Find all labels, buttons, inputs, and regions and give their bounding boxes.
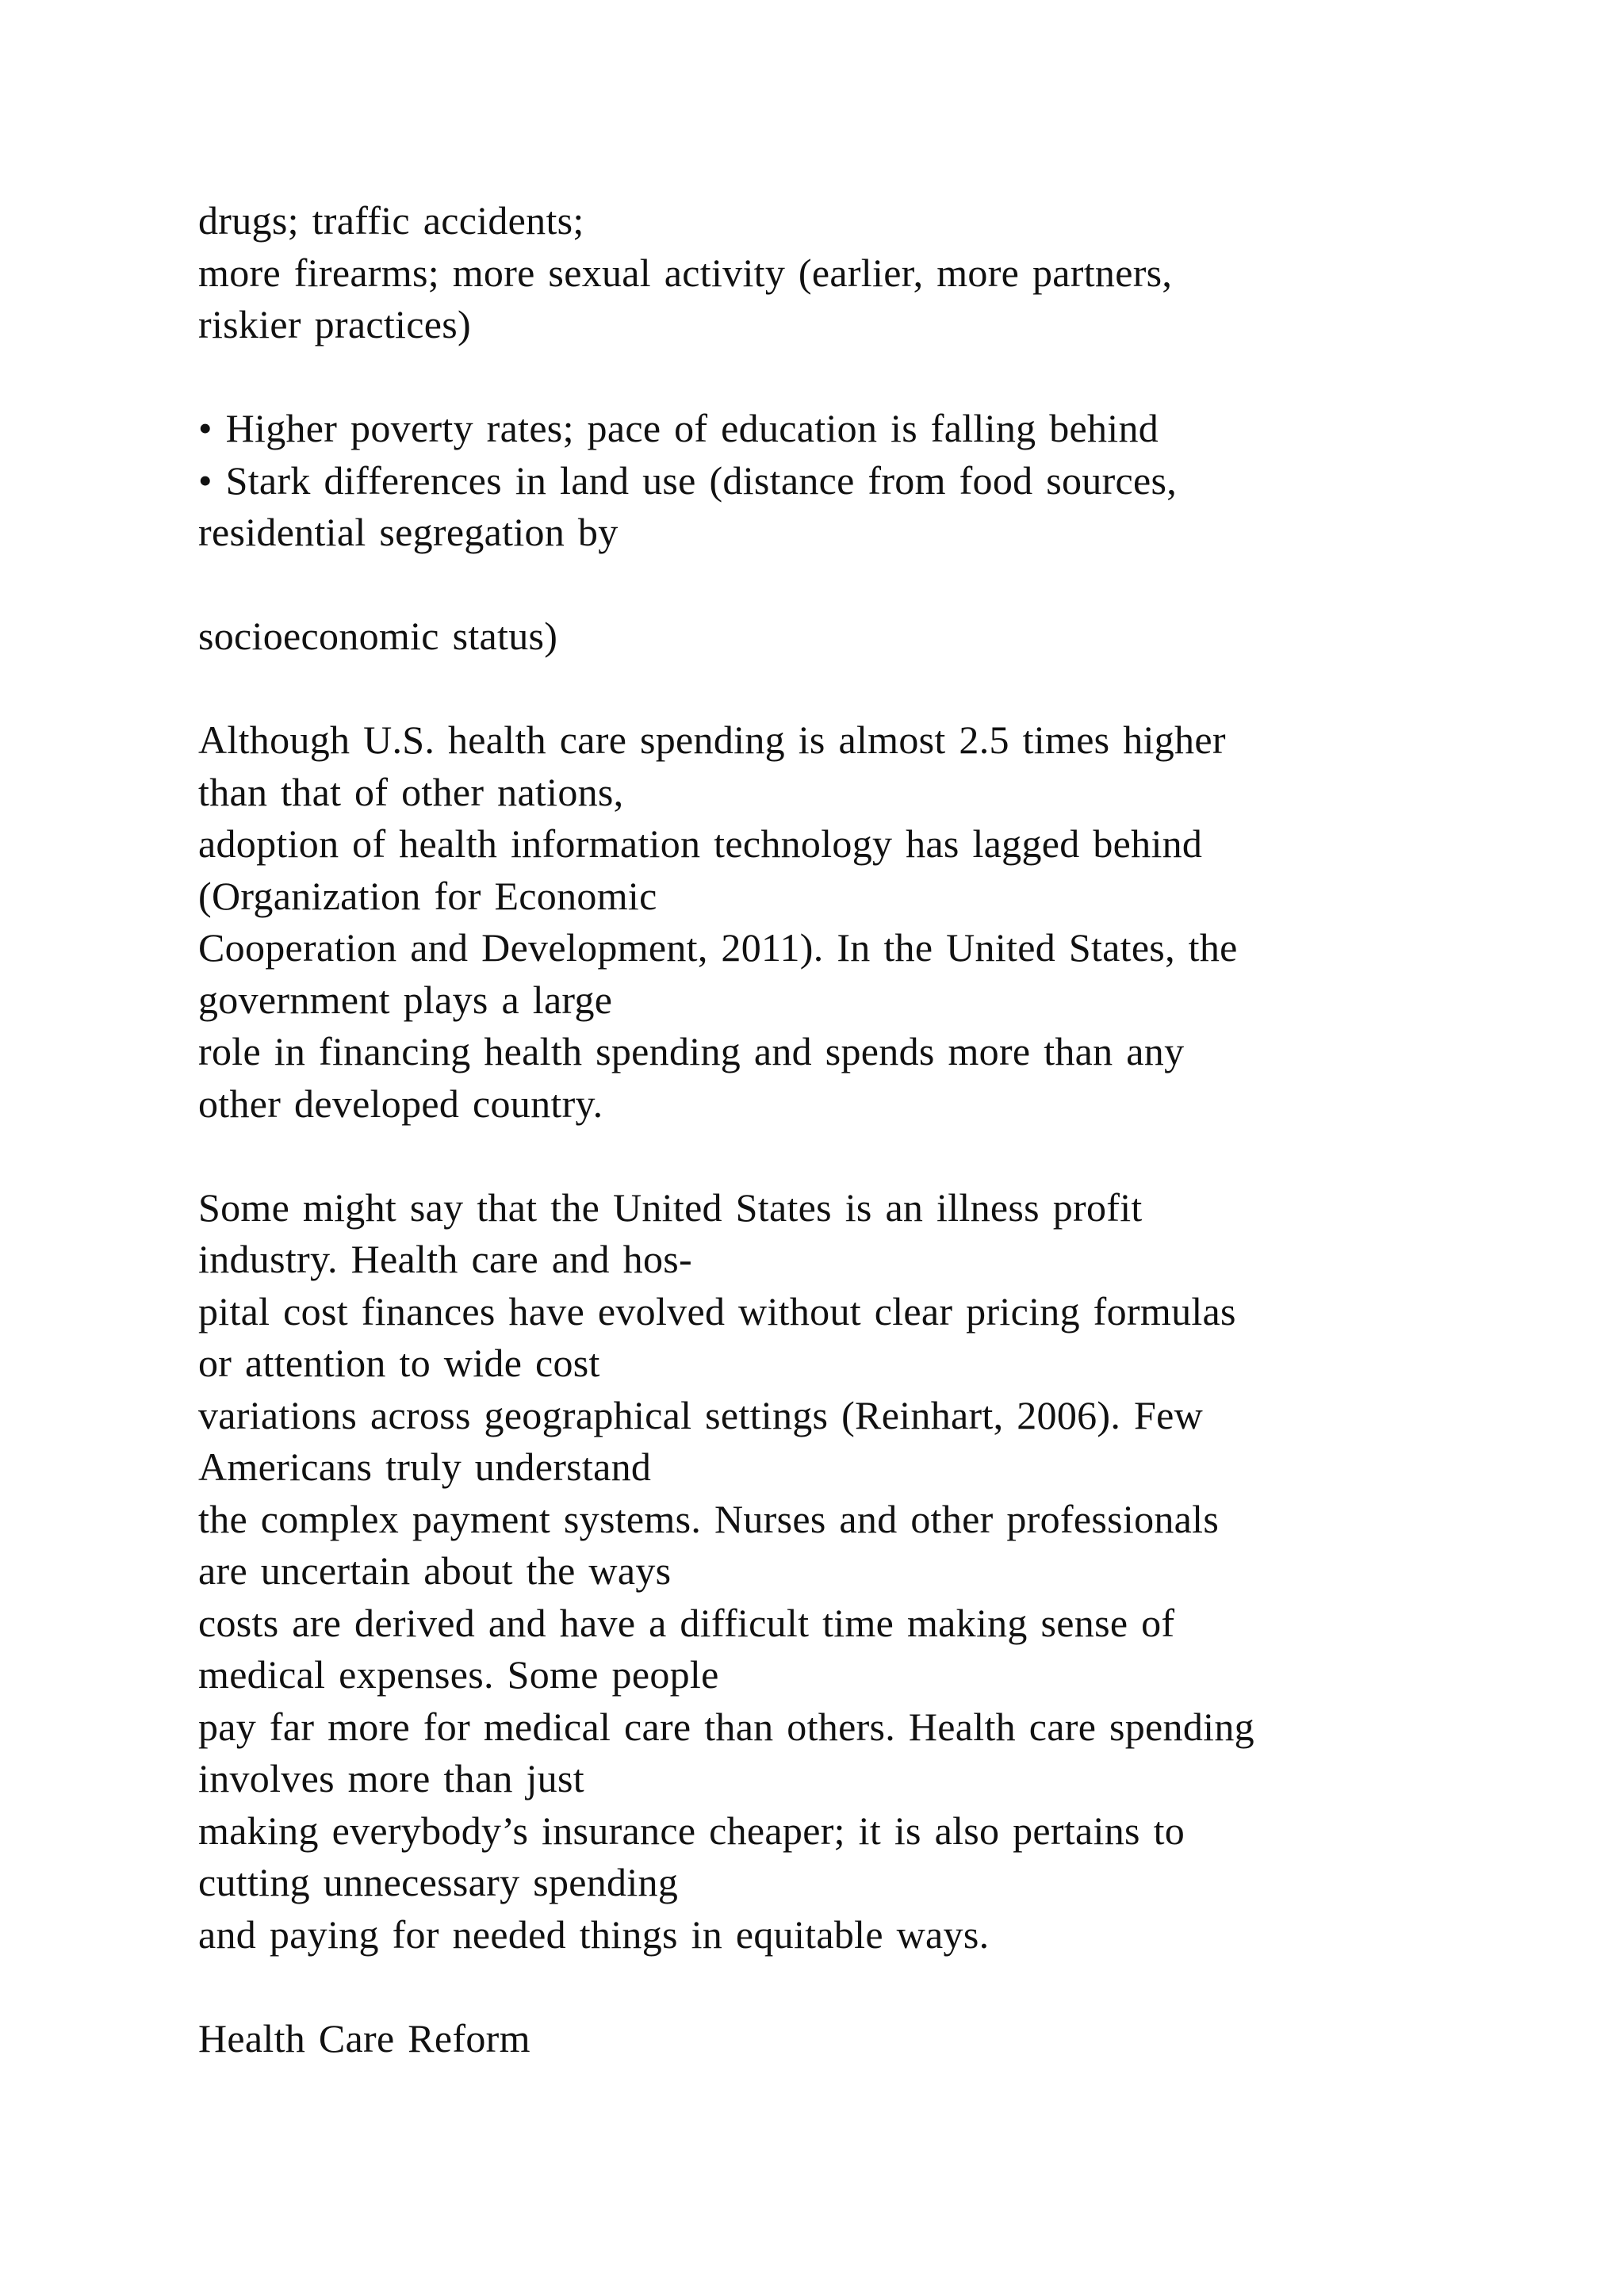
text-line: • Higher poverty rates; pace of education is falling behind [198,406,1159,450]
text-line: the complex payment systems. Nurses and other professionals [198,1496,1220,1541]
text-line: role in financing health spending and spends more than any [198,1029,1185,1073]
blank-line [198,1961,1483,2013]
text-line: involves more than just [198,1756,584,1800]
text-line: adoption of health information technology has lagged behind [198,821,1203,866]
text-line: Although U.S. health care spending is almost 2.5 times higher [198,718,1226,762]
text-line: or attention to wide cost [198,1341,600,1385]
text-line: • Stark differences in land use (distance from food sources, [198,457,1178,503]
text-line: making everybody’s insurance cheaper; it is also pertains to [198,1808,1185,1853]
text-line: residential segregation by [198,510,619,554]
text-line: medical expenses. Some people [198,1652,719,1697]
text-line: other developed country. [198,1081,603,1126]
text-line: Health Care Reform [198,2015,530,2061]
blank-line [198,559,1483,611]
text-line: Americans truly understand [198,1445,652,1489]
blank-line [198,1130,1483,1182]
text-line: are uncertain about the ways [198,1548,672,1593]
text-line: cutting unnecessary spending [198,1860,679,1904]
text-line: and paying for needed things in equitable ways. [198,1911,990,1957]
blank-line [198,663,1483,715]
document-body [198,195,1483,2064]
text-line: riskier practices) [198,302,471,346]
text-line: than that of other nations, [198,769,624,814]
text-line: pay far more for medical care than others. Health care spending [198,1704,1254,1749]
text-line: industry. Health care and hos- [198,1237,692,1281]
text-line: pital cost finances have evolved without clear pricing formulas [198,1288,1236,1334]
text-line: costs are derived and have a difficult time making sense of [198,1600,1175,1645]
text-line: drugs; traffic accidents; [198,198,584,243]
text-line: more firearms; more sexual activity (earlier, more partners, [198,250,1173,295]
text-line: variations across geographical settings (Reinhart, 2006). Few [198,1392,1203,1437]
text-line: socioeconomic status) [198,614,558,658]
text-line: Cooperation and Development, 2011). In the United States, the [198,925,1238,970]
text-line: Some might say that the United States is an illness profit [198,1184,1143,1230]
blank-line [198,351,1483,404]
text-line: (Organization for Economic [198,873,657,918]
text-line: government plays a large [198,977,613,1022]
